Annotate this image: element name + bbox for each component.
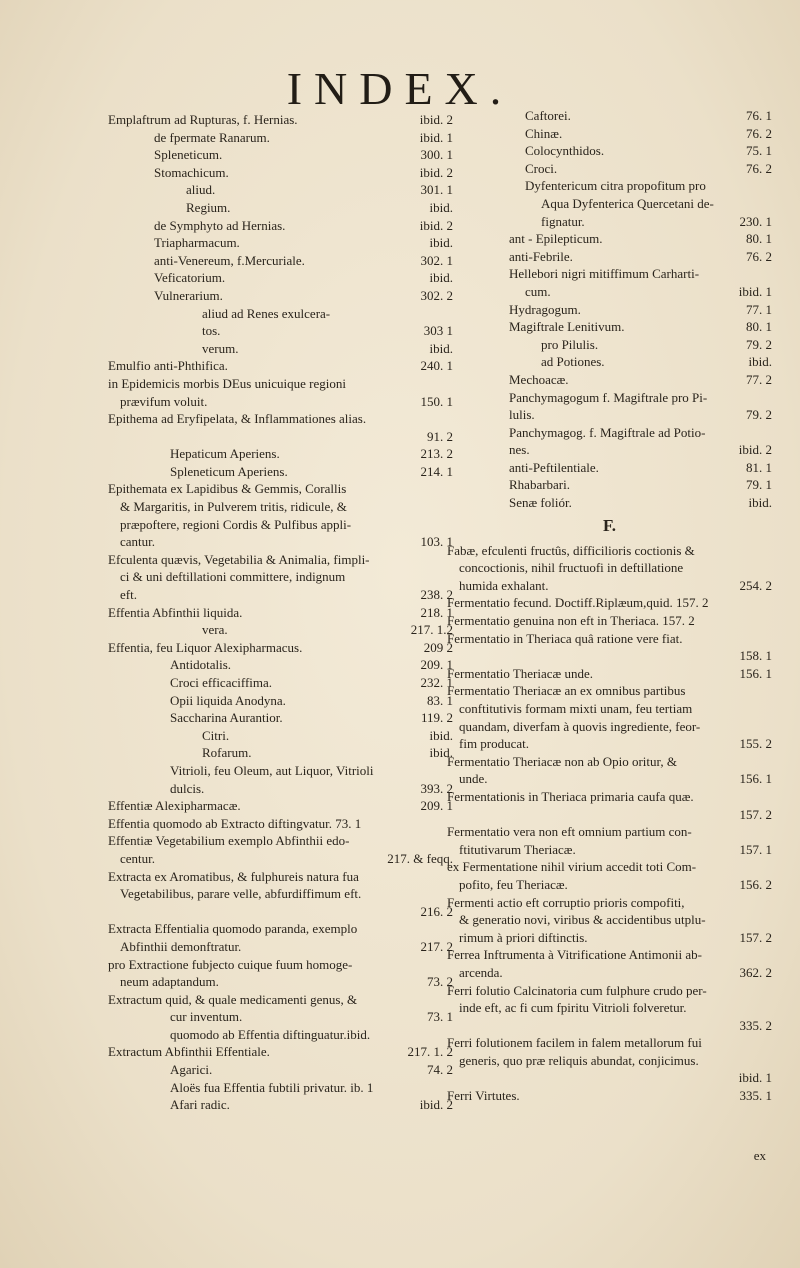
entry-text: inde eft, ac fi cum fpiritu Vitrioli folveretur. [459,1000,687,1016]
entry-text: Chinæ. [525,125,563,141]
entry-page-ref: 302. 1 [420,252,453,268]
index-entry [108,832,453,850]
index-entry [108,903,453,921]
entry-text: cum. [525,283,551,299]
entry-text: Croci. [525,160,558,176]
entry-page-ref: 335. 2 [739,1017,772,1033]
entry-text: Effentia, feu Liquor Alexipharmacus. [108,639,303,655]
entry-page-ref: 232. 1 [420,675,453,690]
entry-page-ref: ibid. [748,354,772,370]
entry-text: ad Potiones. [541,354,605,370]
index-entry [108,868,453,886]
entry-page-ref: 156. 2 [739,876,772,892]
entry-page-ref: ibid. [748,495,772,511]
index-entry [108,991,453,1009]
entry-text: rimum à priori diftinctis. [459,929,588,945]
entry-page-ref: 214. 1 [420,463,453,479]
index-entry [447,424,772,442]
entry-page-ref: 156. 1 [739,665,772,681]
entry-page-ref: 81. 1 [746,459,772,475]
index-entry [108,181,453,199]
entry-page-ref: ibid. 2 [419,164,453,180]
index-entry [108,973,453,991]
index-entry [108,551,453,569]
entry-page-ref: 335. 1 [739,1088,772,1104]
index-entry [108,129,453,147]
index-entry [108,639,453,657]
entry-page-ref: 76. 2 [746,160,772,176]
index-entry [447,213,772,231]
entry-text: Magiftrale Lenitivum. [509,319,625,335]
entry-page-ref: 158. 1 [739,648,772,664]
entry-text: aliud. [186,182,216,198]
entry-text: Vulnerarium. [154,287,223,303]
index-entry [447,406,772,424]
entry-page-ref: 79. 1 [746,477,772,493]
entry-text: Panchymagogum f. Magiftrale pro Pi- [509,389,708,405]
index-entry [108,111,453,129]
page-title: INDEX. [286,63,514,114]
index-entry [447,301,772,319]
entry-text: Fermentatio fecund. Doctiff.Riplæum,quid. 157. 2 [447,595,709,611]
entry-page-ref: 76. 2 [746,248,772,264]
entry-text: ex Fermentatione nihil virium accedit toti Com- [447,859,697,875]
entry-text: Triapharmacum. [154,235,240,251]
index-entry [108,727,453,745]
entry-text: Rofarum. [202,745,252,761]
entry-text: ant - Epilepticum. [509,231,603,247]
entry-page-ref: 362. 2 [739,964,772,980]
entry-text: Afari radic. [170,1097,230,1113]
index-entry [447,718,772,736]
entry-page-ref: ibid. 2 [419,217,453,233]
index-entry [108,269,453,287]
index-entry [447,612,772,630]
entry-text: Epithema ad Eryfipelata, & Inflammationes alias. [108,411,367,427]
entry-text: Emulfio anti-Phthifica. [108,358,228,374]
index-entry [447,230,772,248]
entry-text: fim producat. [459,736,530,752]
entry-text: Fermenti actio eft corruptio prioris compofiti, [447,894,685,910]
index-entry [447,441,772,459]
entry-page-ref: ibid. 2 [419,1097,453,1113]
index-entry [447,542,772,560]
index-entry [447,753,772,771]
entry-text: & Margaritis, in Pulverem tritis, ridicule, & [120,499,347,515]
entry-text: Colocynthidos. [525,143,605,159]
entry-page-ref: 73. 2 [427,974,453,990]
index-entry [447,700,772,718]
entry-text: Stomachicum. [154,164,229,180]
entry-text: tos. [202,323,221,339]
index-entry [447,283,772,301]
entry-text: in Epidemicis morbis DEus unicuique regioni [108,375,346,391]
entry-page-ref: 76. 1 [746,108,772,123]
entry-text: anti-Venereum, f.Mercuriale. [154,252,305,268]
entry-text: Efculenta quævis, Vegetabilia & Animalia, fimpli- [108,551,370,567]
entry-text: Fermentationis in Theriaca primaria caufa quæ. [447,788,694,804]
right-column [447,107,772,1105]
left-column [108,111,453,1114]
index-entry [108,920,453,938]
entry-text: Antidotalis. [170,657,232,673]
index-entry [108,340,453,358]
index-entry [447,682,772,700]
entry-page-ref: ibid. 2 [419,112,453,127]
entry-text: Croci efficaciffima. [170,675,273,690]
entry-text: cur inventum. [170,1009,243,1025]
index-entry [108,322,453,340]
index-entry [447,894,772,912]
index-entry [447,177,772,195]
entry-page-ref: 150. 1 [420,393,453,409]
entry-text: generis, quo præ reliquis abundat, conjicimus. [459,1052,699,1068]
index-entry [447,823,772,841]
entry-page-ref: ibid. 2 [738,442,772,458]
entry-text: anti-Peftilentiale. [509,459,599,475]
index-entry [447,735,772,753]
index-entry [108,938,453,956]
index-entry [447,476,772,494]
entry-text: verum. [202,340,239,356]
entry-text: nes. [509,442,530,458]
entry-page-ref: ibid. [429,235,453,251]
entry-page-ref: 209. 1 [420,798,453,814]
section-letter: F. [602,515,617,535]
index-entry [108,375,453,393]
index-entry [447,841,772,859]
entry-page-ref: 213. 2 [420,446,453,462]
index-entry [108,1043,453,1061]
entry-text: quandam, diverfam à quovis ingrediente, feor- [459,718,701,734]
entry-text: Hellebori nigri mitiffimum Carharti- [509,266,700,282]
entry-text: Fermentatio vera non eft omnium partium con- [447,824,692,840]
index-entry [447,353,772,371]
entry-page-ref: 301. 1 [420,182,453,198]
entry-text: centur. [120,850,156,866]
index-entry [108,410,453,428]
index-entry [108,885,453,903]
entry-page-ref: 79. 2 [746,336,772,352]
entry-text: Regium. [186,199,231,215]
entry-page-ref: 217. & feqq. [387,850,453,866]
entry-text: Effentia quomodo ab Extracto diftingvatur. 73. 1 [108,815,362,831]
entry-page-ref: 393. 2 [420,780,453,796]
entry-page-ref: 209 2 [423,639,453,655]
index-entry [108,533,453,551]
index-entry [108,762,453,780]
entry-text: Agarici. [170,1062,213,1078]
entry-page-ref: 79. 2 [746,407,772,423]
entry-page-ref: 209. 1 [420,657,453,673]
entry-page-ref: 216. 2 [420,903,453,919]
entry-text: prævifum voluit. [120,393,208,409]
index-entry [447,1034,772,1052]
index-entry [108,357,453,375]
entry-page-ref: 230. 1 [739,213,772,229]
index-entry [447,559,772,577]
entry-text: Aloës fua Effentia fubtili privatur. ib. 1 [170,1079,374,1095]
entry-text: Extracta ex Aromatibus, & fulphureis natura fua [108,868,359,884]
entry-page-ref: 300. 1 [420,147,453,163]
index-entry [108,815,453,833]
index-entry [108,199,453,217]
entry-page-ref: 91. 2 [427,428,453,444]
index-entry [108,1008,453,1026]
entry-text: Epithemata ex Lapidibus & Gemmis, Corallis [108,481,347,497]
entry-text: Extractum Abfinthii Effentiale. [108,1044,270,1060]
index-entry [447,494,772,512]
index-entry [108,621,453,639]
index-entry [447,336,772,354]
entry-page-ref: 83. 1 [427,692,453,708]
entry-page-ref: 303 1 [423,323,453,339]
entry-text: Caftorei. [525,108,571,123]
index-entry [447,594,772,612]
entry-page-ref: ibid. [429,340,453,356]
index-entry [447,876,772,894]
index-entry [108,744,453,762]
entry-text: pro Extractione fubjecto cuique fuum homoge- [108,956,353,972]
entry-text: Abfinthii demonftratur. [120,938,242,954]
index-entry [108,568,453,586]
index-entry [108,164,453,182]
entry-text: neum adaptandum. [120,974,219,990]
entry-page-ref: 218. 1 [420,604,453,620]
entry-text: Spleneticum. [154,147,223,163]
entry-text: Senæ foliór. [509,495,572,511]
entry-text: Vitrioli, feu Oleum, aut Liquor, Vitrioli [170,762,374,778]
index-entry [447,665,772,683]
entry-text: Effentiæ Vegetabilium exemplo Abfinthii edo- [108,833,350,849]
entry-text: Extracta Effentialia quomodo paranda, exemplo [108,921,358,937]
index-entry [108,428,453,446]
entry-page-ref: 76. 2 [746,125,772,141]
entry-page-ref: 119. 2 [420,710,453,726]
entry-text: aliud ad Renes exulcera- [202,305,331,321]
entry-text: fignatur. [541,213,585,229]
entry-text: Fermentatio Theriacæ unde. [447,665,593,681]
index-entry [108,146,453,164]
index-entry [108,516,453,534]
entry-page-ref: 80. 1 [746,231,772,247]
index-entry [108,586,453,604]
entry-page-ref: 157. 2 [739,929,772,945]
entry-text: ftitutivarum Theriacæ. [459,841,576,857]
index-entry [108,445,453,463]
index-entry [108,1079,453,1097]
entry-page-ref: ibid. [429,727,453,743]
index-entry [108,797,453,815]
entry-text: Ferri folutio Calcinatoria cum fulphure crudo per- [447,982,707,998]
section-f-entries [447,542,772,1105]
entry-page-ref: ibid. 1 [738,1070,772,1086]
index-entry [108,480,453,498]
entry-text: Fermentatio Theriacæ an ex omnibus partibus [447,683,686,699]
entry-page-ref: 74. 2 [427,1062,453,1078]
entry-text: Ferri folutionem facilem in falem metallorum fui [447,1035,702,1051]
right-column-entries [447,107,772,512]
entry-page-ref: 75. 1 [746,143,772,159]
index-entry [108,393,453,411]
index-entry [447,929,772,947]
index-entry [447,999,772,1017]
entry-page-ref: 157. 1 [739,841,772,857]
index-entry [447,371,772,389]
index-entry [447,107,772,125]
entry-text: de fpermate Ranarum. [154,129,270,145]
index-entry [447,1087,772,1105]
entry-page-ref: 73. 1 [427,1009,453,1025]
entry-page-ref: 302. 2 [420,287,453,303]
entry-page-ref: ibid. [429,745,453,761]
entry-text: Hepaticum Aperiens. [170,446,280,462]
entry-text: Fermentatio Theriacæ non ab Opio oritur, & [447,753,677,769]
entry-text: Fermentatio in Theriaca quâ ratione vere fiat. [447,630,683,646]
entry-page-ref: 103. 1 [420,534,453,550]
entry-text: eft. [120,587,137,603]
entry-text: Veficatorium. [154,270,226,286]
entry-page-ref: 77. 2 [746,371,772,387]
index-entry [108,234,453,252]
entry-text: Ferrea Inftrumenta à Vitrificatione Antimonii ab- [447,947,702,963]
entry-page-ref: 156. 1 [739,771,772,787]
index-entry [108,287,453,305]
index-entry [447,125,772,143]
index-entry [447,265,772,283]
entry-page-ref: 238. 2 [420,587,453,603]
index-entry [447,1069,772,1087]
index-entry [447,577,772,595]
entry-text: dulcis. [170,780,205,796]
index-entry [108,656,453,674]
index-entry [108,780,453,798]
entry-text: arcenda. [459,964,503,980]
index-entry [447,160,772,178]
index-entry [108,604,453,622]
entry-text: de Symphyto ad Hernias. [154,217,286,233]
entry-text: humida exhalant. [459,577,549,593]
index-entry [447,248,772,266]
entry-page-ref: 77. 1 [746,301,772,317]
entry-text: Hydragogum. [509,301,581,317]
index-entry [108,217,453,235]
entry-text: Vegetabilibus, parare velle, abfurdiffimum eft. [120,886,362,902]
entry-page-ref: ibid. [429,270,453,286]
entry-page-ref: ibid. 1 [419,129,453,145]
entry-text: Spleneticum Aperiens. [170,463,288,479]
index-entry [447,1017,772,1035]
entry-text: pro Pilulis. [541,336,599,352]
index-entry [447,770,772,788]
entry-page-ref: 217. 1. 2 [407,1044,453,1060]
entry-text: pofito, feu Theriacæ. [459,876,568,892]
index-entry [108,252,453,270]
entry-text: anti-Febrile. [509,248,573,264]
entry-text: & generatio novi, viribus & accidentibus utplu- [459,912,706,928]
index-entry [108,305,453,323]
entry-text: Fermentatio genuina non eft in Theriaca. 157. 2 [447,613,695,629]
entry-text: conftitutivis formam mixti unam, feu tertiam [459,701,693,716]
entry-text: lulis. [509,407,535,423]
entry-text: Ferri Virtutes. [447,1088,520,1104]
entry-text: Rhabarbari. [509,477,571,493]
entry-text: unde. [459,771,488,787]
entry-text: quomodo ab Effentia diftinguatur.ibid. [170,1026,371,1042]
entry-text: Saccharina Aurantior. [170,710,283,726]
entry-text: Extractum quid, & quale medicamenti genus, & [108,991,358,1007]
index-entry [447,964,772,982]
index-entry [108,709,453,727]
entry-page-ref: 217. 1.2 [410,622,453,638]
index-entry [447,806,772,824]
entry-page-ref: 240. 1 [420,358,453,374]
entry-page-ref: 217. 2 [420,938,453,954]
index-entry [447,1052,772,1070]
index-entry [447,647,772,665]
entry-page-ref: 80. 1 [746,319,772,335]
index-entry [447,630,772,648]
catchword: ex [753,1148,766,1163]
index-entry [447,911,772,929]
index-entry [447,982,772,1000]
index-entry [108,1061,453,1079]
entry-text: Emplaftrum ad Rupturas, f. Hernias. [108,112,298,127]
index-entry [108,1026,453,1044]
entry-text: Effentia Abfinthii liquida. [108,604,243,620]
index-entry [447,389,772,407]
entry-text: præpoftere, regioni Cordis & Pulfibus appli- [120,516,352,532]
entry-text: concoctionis, nihil fructuofi in deftillatione [459,560,684,576]
entry-page-ref: 157. 2 [739,806,772,822]
entry-text: Aqua Dyfenterica Quercetani de- [541,195,714,211]
index-entry [447,788,772,806]
entry-text: vera. [202,622,228,638]
entry-page-ref: ibid. [429,199,453,215]
entry-text: Dyfentericum citra propofitum pro [525,178,706,194]
entry-text: Fabæ, efculenti fructûs, difficilioris coctionis & [447,542,695,558]
index-entry [447,142,772,160]
index-entry [447,459,772,477]
index-entry [447,946,772,964]
index-entry [447,195,772,213]
entry-text: Panchymagog. f. Magiftrale ad Potio- [509,424,706,440]
index-entry [108,498,453,516]
entry-text: cantur. [120,534,156,550]
index-entry [108,956,453,974]
entry-text: Citri. [202,727,230,743]
index-entry [108,674,453,692]
entry-text: ci & uni deftillationi committere, indignum [120,569,346,585]
index-entry [108,1096,453,1114]
index-entry [447,858,772,876]
entry-text: Mechoacæ. [509,371,569,387]
index-entry [108,692,453,710]
entry-page-ref: 155. 2 [739,736,772,752]
index-entry [108,850,453,868]
index-entry [108,463,453,481]
entry-text: Effentiæ Alexipharmacæ. [108,798,241,814]
entry-page-ref: 254. 2 [739,577,772,593]
entry-text: Opii liquida Anodyna. [170,692,286,708]
index-entry [447,318,772,336]
entry-page-ref: ibid. 1 [738,283,772,299]
